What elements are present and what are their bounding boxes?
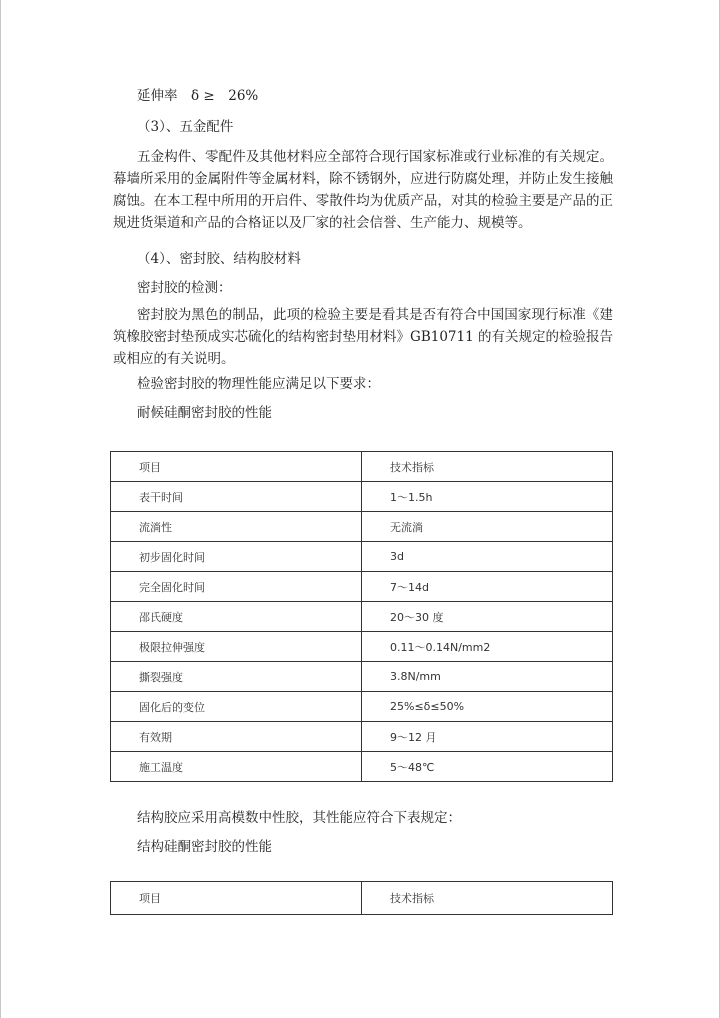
structural-intro: 结构胶应采用高模数中性胶，其性能应符合下表规定： (137, 810, 461, 826)
table-row (111, 602, 613, 632)
table-cell-value: 9～12 月 (362, 722, 613, 752)
table-header-cell: 项目 (111, 452, 362, 482)
table-header-row (111, 882, 613, 915)
table-cell-value: 25%≤δ≤50% (362, 692, 613, 722)
sealant-paragraph: 密封胶为黑色的制品，此项的检验主要是看其是否有符合中国国家现行标准《建筑橡胶密封垫预成实芯硫化的结构密封垫用材料》GB10711 的有关规定的检验报告或相应的有关说明。 (113, 307, 613, 367)
table-row (111, 632, 613, 662)
sealant-requirement: 检验密封胶的物理性能应满足以下要求： (137, 376, 380, 392)
structural-table-title: 结构硅酮密封胶的性能 (137, 839, 272, 855)
table-row (111, 482, 613, 512)
table-cell-item: 有效期 (111, 722, 362, 752)
table-cell-item: 完全固化时间 (111, 572, 362, 602)
table-row (111, 752, 613, 782)
table-cell-item: 极限拉伸强度 (111, 632, 362, 662)
table-cell-item: 表干时间 (111, 482, 362, 512)
table-header-cell: 技术指标 (362, 452, 613, 482)
table-row (111, 662, 613, 692)
table-cell-item: 撕裂强度 (111, 662, 362, 692)
hardware-heading: （3）、五金配件 (137, 119, 234, 135)
table-header-cell: 项目 (111, 882, 362, 915)
table-cell-value: 5～48℃ (362, 752, 613, 782)
elongation-line: 延伸率 δ ≥ 26% (137, 88, 259, 104)
table-row (111, 542, 613, 572)
table-cell-item: 流淌性 (111, 512, 362, 542)
table-cell-value: 1～1.5h (362, 482, 613, 512)
table-cell-item: 邵氏硬度 (111, 602, 362, 632)
page-border (0, 0, 1, 1018)
table-header-row (111, 452, 613, 482)
weather-sealant-table (110, 451, 613, 782)
hardware-paragraph: 五金构件、零配件及其他材料应全部符合现行国家标准或行业标准的有关规定。幕墙所采用的金属附件等金属材料，除不锈钢外，应进行防腐处理，并防止发生接触腐蚀。在本工程中所用的开启件、零散件均为优质产品，对其的检验主要是产品的正规进货渠道和产品的合格证以及厂家的社会信誉、生产能力、规模等。 (113, 149, 613, 231)
table-header-cell: 技术指标 (362, 882, 613, 915)
structural-sealant-table (110, 881, 613, 915)
table-row (111, 692, 613, 722)
sealant-inspection-label: 密封胶的检测： (137, 280, 232, 296)
table-cell-item: 固化后的变位 (111, 692, 362, 722)
table-cell-value: 3.8N/mm (362, 662, 613, 692)
table-cell-item: 施工温度 (111, 752, 362, 782)
table-row (111, 572, 613, 602)
table-cell-value: 20～30 度 (362, 602, 613, 632)
table-row (111, 722, 613, 752)
table-row (111, 512, 613, 542)
weather-table-title: 耐候硅酮密封胶的性能 (137, 405, 272, 421)
table-cell-item: 初步固化时间 (111, 542, 362, 572)
table-cell-value: 3d (362, 542, 613, 572)
table-cell-value: 7～14d (362, 572, 613, 602)
table-cell-value: 无流淌 (362, 512, 613, 542)
sealant-heading: （4）、密封胶、结构胶材料 (137, 251, 301, 267)
table-cell-value: 0.11～0.14N/mm2 (362, 632, 613, 662)
